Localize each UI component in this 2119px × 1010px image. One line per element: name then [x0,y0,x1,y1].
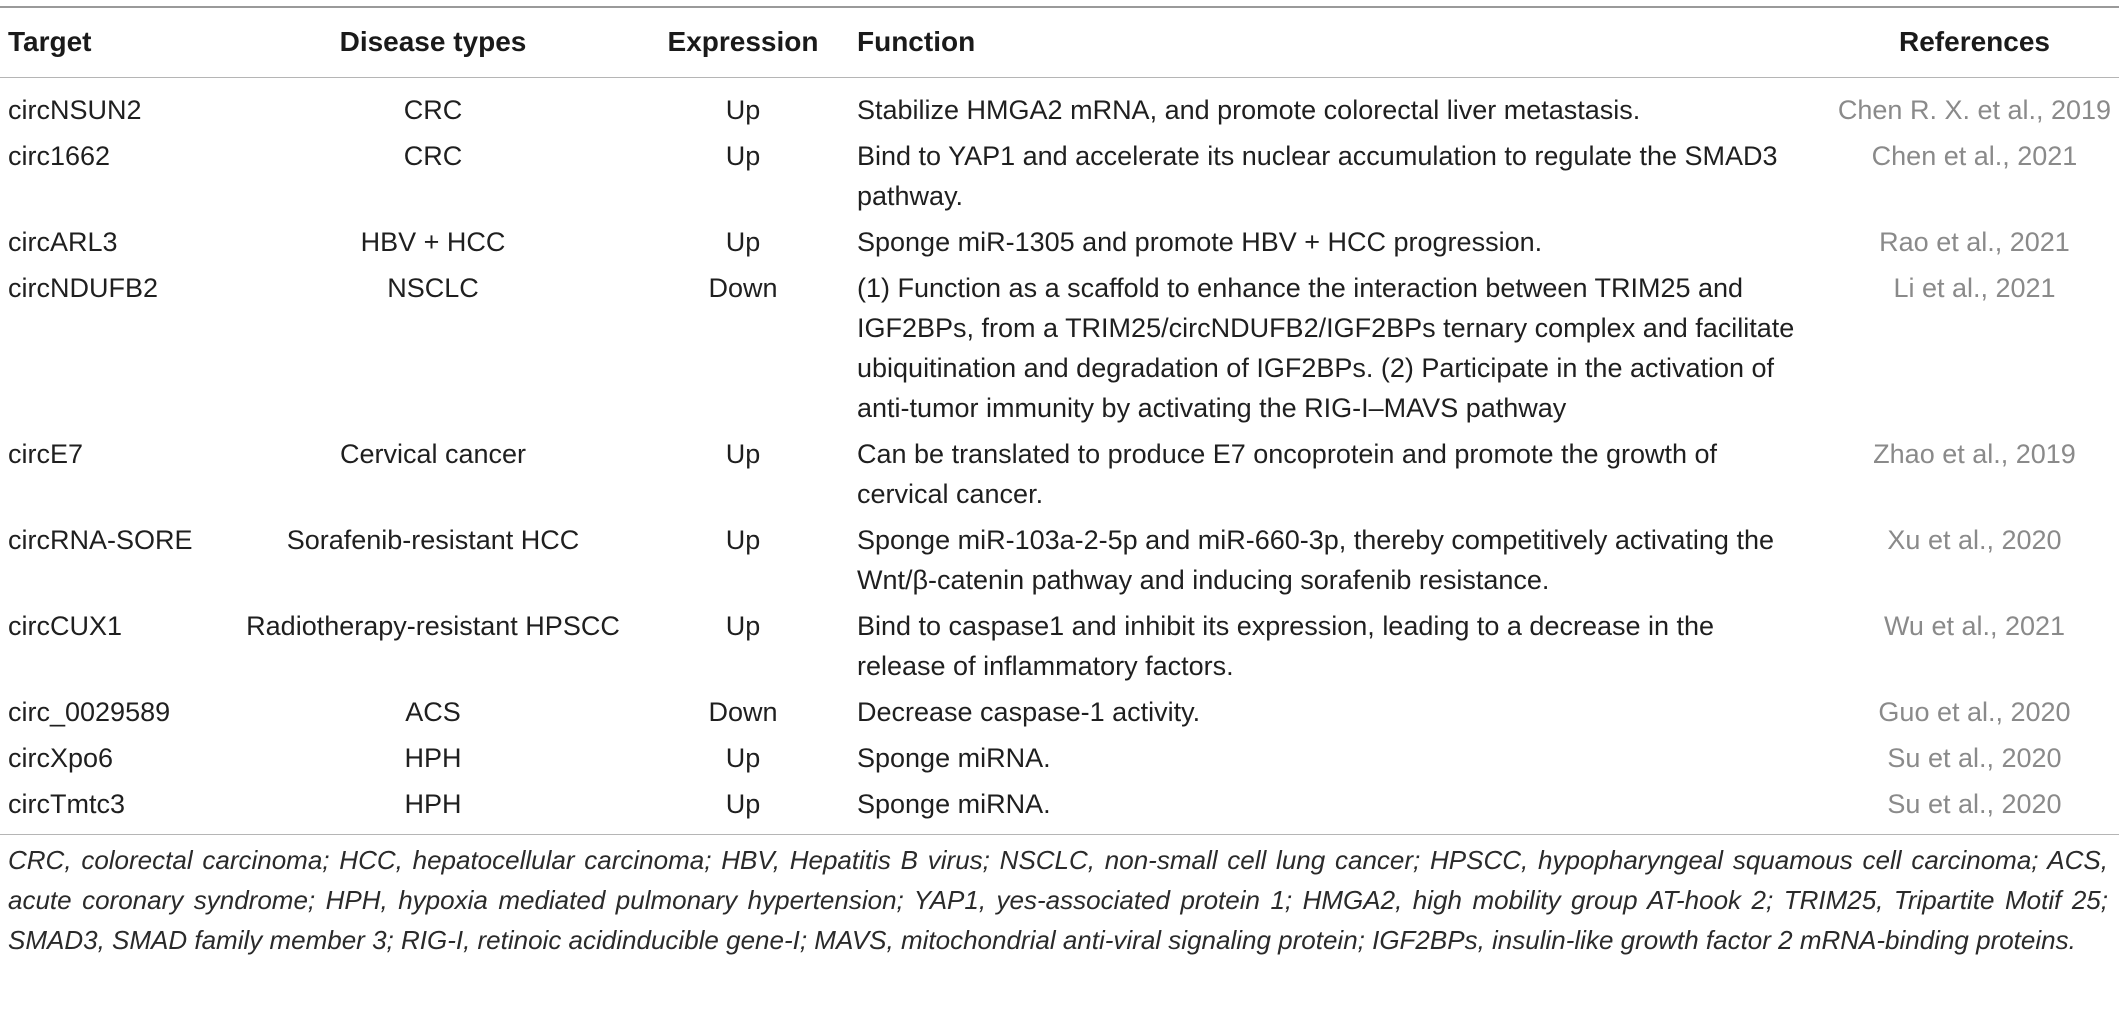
cell-reference-link[interactable]: Su et al., 2020 [1810,781,2119,835]
cell-target: circXpo6 [8,743,114,773]
cell-expression: Up [725,525,761,555]
cell-target: circRNA-SORE [8,525,193,555]
cell-disease: HBV + HCC [360,227,506,257]
cell-function: Stabilize HMGA2 mRNA, and promote colorectal liver metastasis. [857,95,1641,125]
cell-reference-link[interactable]: Chen et al., 2021 [1871,141,2078,171]
cell-disease: Cervical cancer [339,439,527,469]
cell-target: circE7 [8,439,84,469]
cell-function: Sponge miRNA. [853,781,1810,835]
cell-function: Bind to YAP1 and accelerate its nuclear accumulation to regulate the SMAD3 pathway. [857,141,1778,211]
header-row [0,7,2119,78]
cell-function: Sponge miRNA. [857,743,1051,773]
cell-disease: NSCLC [387,273,479,303]
cell-expression: Up [725,611,761,641]
cell-target: circTmtc3 [0,781,233,835]
header-target: Target [0,7,233,78]
table-row [0,517,2119,603]
table-row [0,265,2119,431]
table-footnote: CRC, colorectal carcinoma; HCC, hepatocellular carcinoma; HBV, Hepatitis B virus; NSCLC, non-small cell lung cancer; HPSCC, hypopharyngeal squamous cell carcinoma; ACS, acute coronary syndrome; HPH, hypoxia mediated pulmonary hypertension; YAP1, yes-associated protein 1; HMGA2, high mobility group AT-hook 2; TRIM25, Tripartite Motif 25; SMAD3, SMAD family member 3; RIG-I, retinoic acidinducible gene-I; MAVS, mitochondrial anti-viral signaling protein; IGF2BPs, insulin-like growth factor 2 mRNA-binding proteins. [8,845,2108,955]
cell-reference-link[interactable]: Guo et al., 2020 [1878,697,2071,727]
table-row [0,735,2119,781]
cell-expression: Up [725,141,761,171]
cell-target: circNDUFB2 [8,273,159,303]
cell-function: Sponge miR-1305 and promote HBV + HCC progression. [857,227,1543,257]
cell-expression: Up [725,439,761,469]
circrna-table [0,6,2119,835]
table-row [0,219,2119,265]
cell-expression: Up [725,95,761,125]
table-header [0,7,2119,78]
cell-expression: Down [708,273,778,303]
cell-function: Bind to caspase1 and inhibit its expression, leading to a decrease in the release of inflammatory factors. [857,611,1715,681]
cell-disease: ACS [405,697,461,727]
cell-disease: Radiotherapy-resistant HPSCC [246,611,620,641]
cell-target: circ_0029589 [8,697,171,727]
cell-expression: Up [633,781,853,835]
cell-reference-link[interactable]: Zhao et al., 2019 [1873,439,2076,469]
table-row [0,133,2119,219]
cell-function: Decrease caspase-1 activity. [857,697,1201,727]
cell-reference-link[interactable]: Wu et al., 2021 [1883,611,2066,641]
cell-expression: Up [725,227,761,257]
cell-reference-link[interactable]: Su et al., 2020 [1887,743,2062,773]
cell-reference-link[interactable]: Xu et al., 2020 [1887,525,2062,555]
cell-disease: Sorafenib-resistant HCC [286,525,580,555]
cell-reference-link[interactable]: Rao et al., 2021 [1879,227,2070,257]
cell-reference-link[interactable]: Li et al., 2021 [1893,273,2056,303]
cell-target: circNSUN2 [8,95,142,125]
table-row [0,689,2119,735]
cell-function: Can be translated to produce E7 oncoprotein and promote the growth of cervical cancer. [857,439,1718,509]
cell-target: circARL3 [8,227,118,257]
cell-target: circ1662 [8,141,111,171]
header-disease-types: Disease types [233,7,633,78]
cell-disease: HPH [233,781,633,835]
table-body [0,78,2119,835]
cell-reference-link[interactable]: Chen R. X. et al., 2019 [1837,95,2112,125]
cell-disease: CRC [403,141,463,171]
table-row [0,603,2119,689]
table-row [0,78,2119,134]
cell-target: circCUX1 [8,611,123,641]
cell-function: Sponge miR-103a-2-5p and miR-660-3p, thereby competitively activating the Wnt/β-catenin pathway and inducing sorafenib resistance. [857,525,1774,595]
table-row [0,431,2119,517]
header-references: References [1810,7,2119,78]
cell-expression: Down [708,697,778,727]
cell-disease: HPH [404,743,462,773]
header-function: Function [853,7,1810,78]
cell-expression: Up [725,743,761,773]
header-expression: Expression [633,7,853,78]
table-row [0,781,2119,835]
cell-disease: CRC [403,95,463,125]
cell-function: (1) Function as a scaffold to enhance the interaction between TRIM25 and IGF2BPs, from a TRIM25/circNDUFB2/IGF2BPs ternary complex and facilitate ubiquitination and degradation of IGF2BPs. (2) Participate in the activation of anti-tumor immunity by activating the RIG-I–MAVS pathway [857,273,1795,423]
